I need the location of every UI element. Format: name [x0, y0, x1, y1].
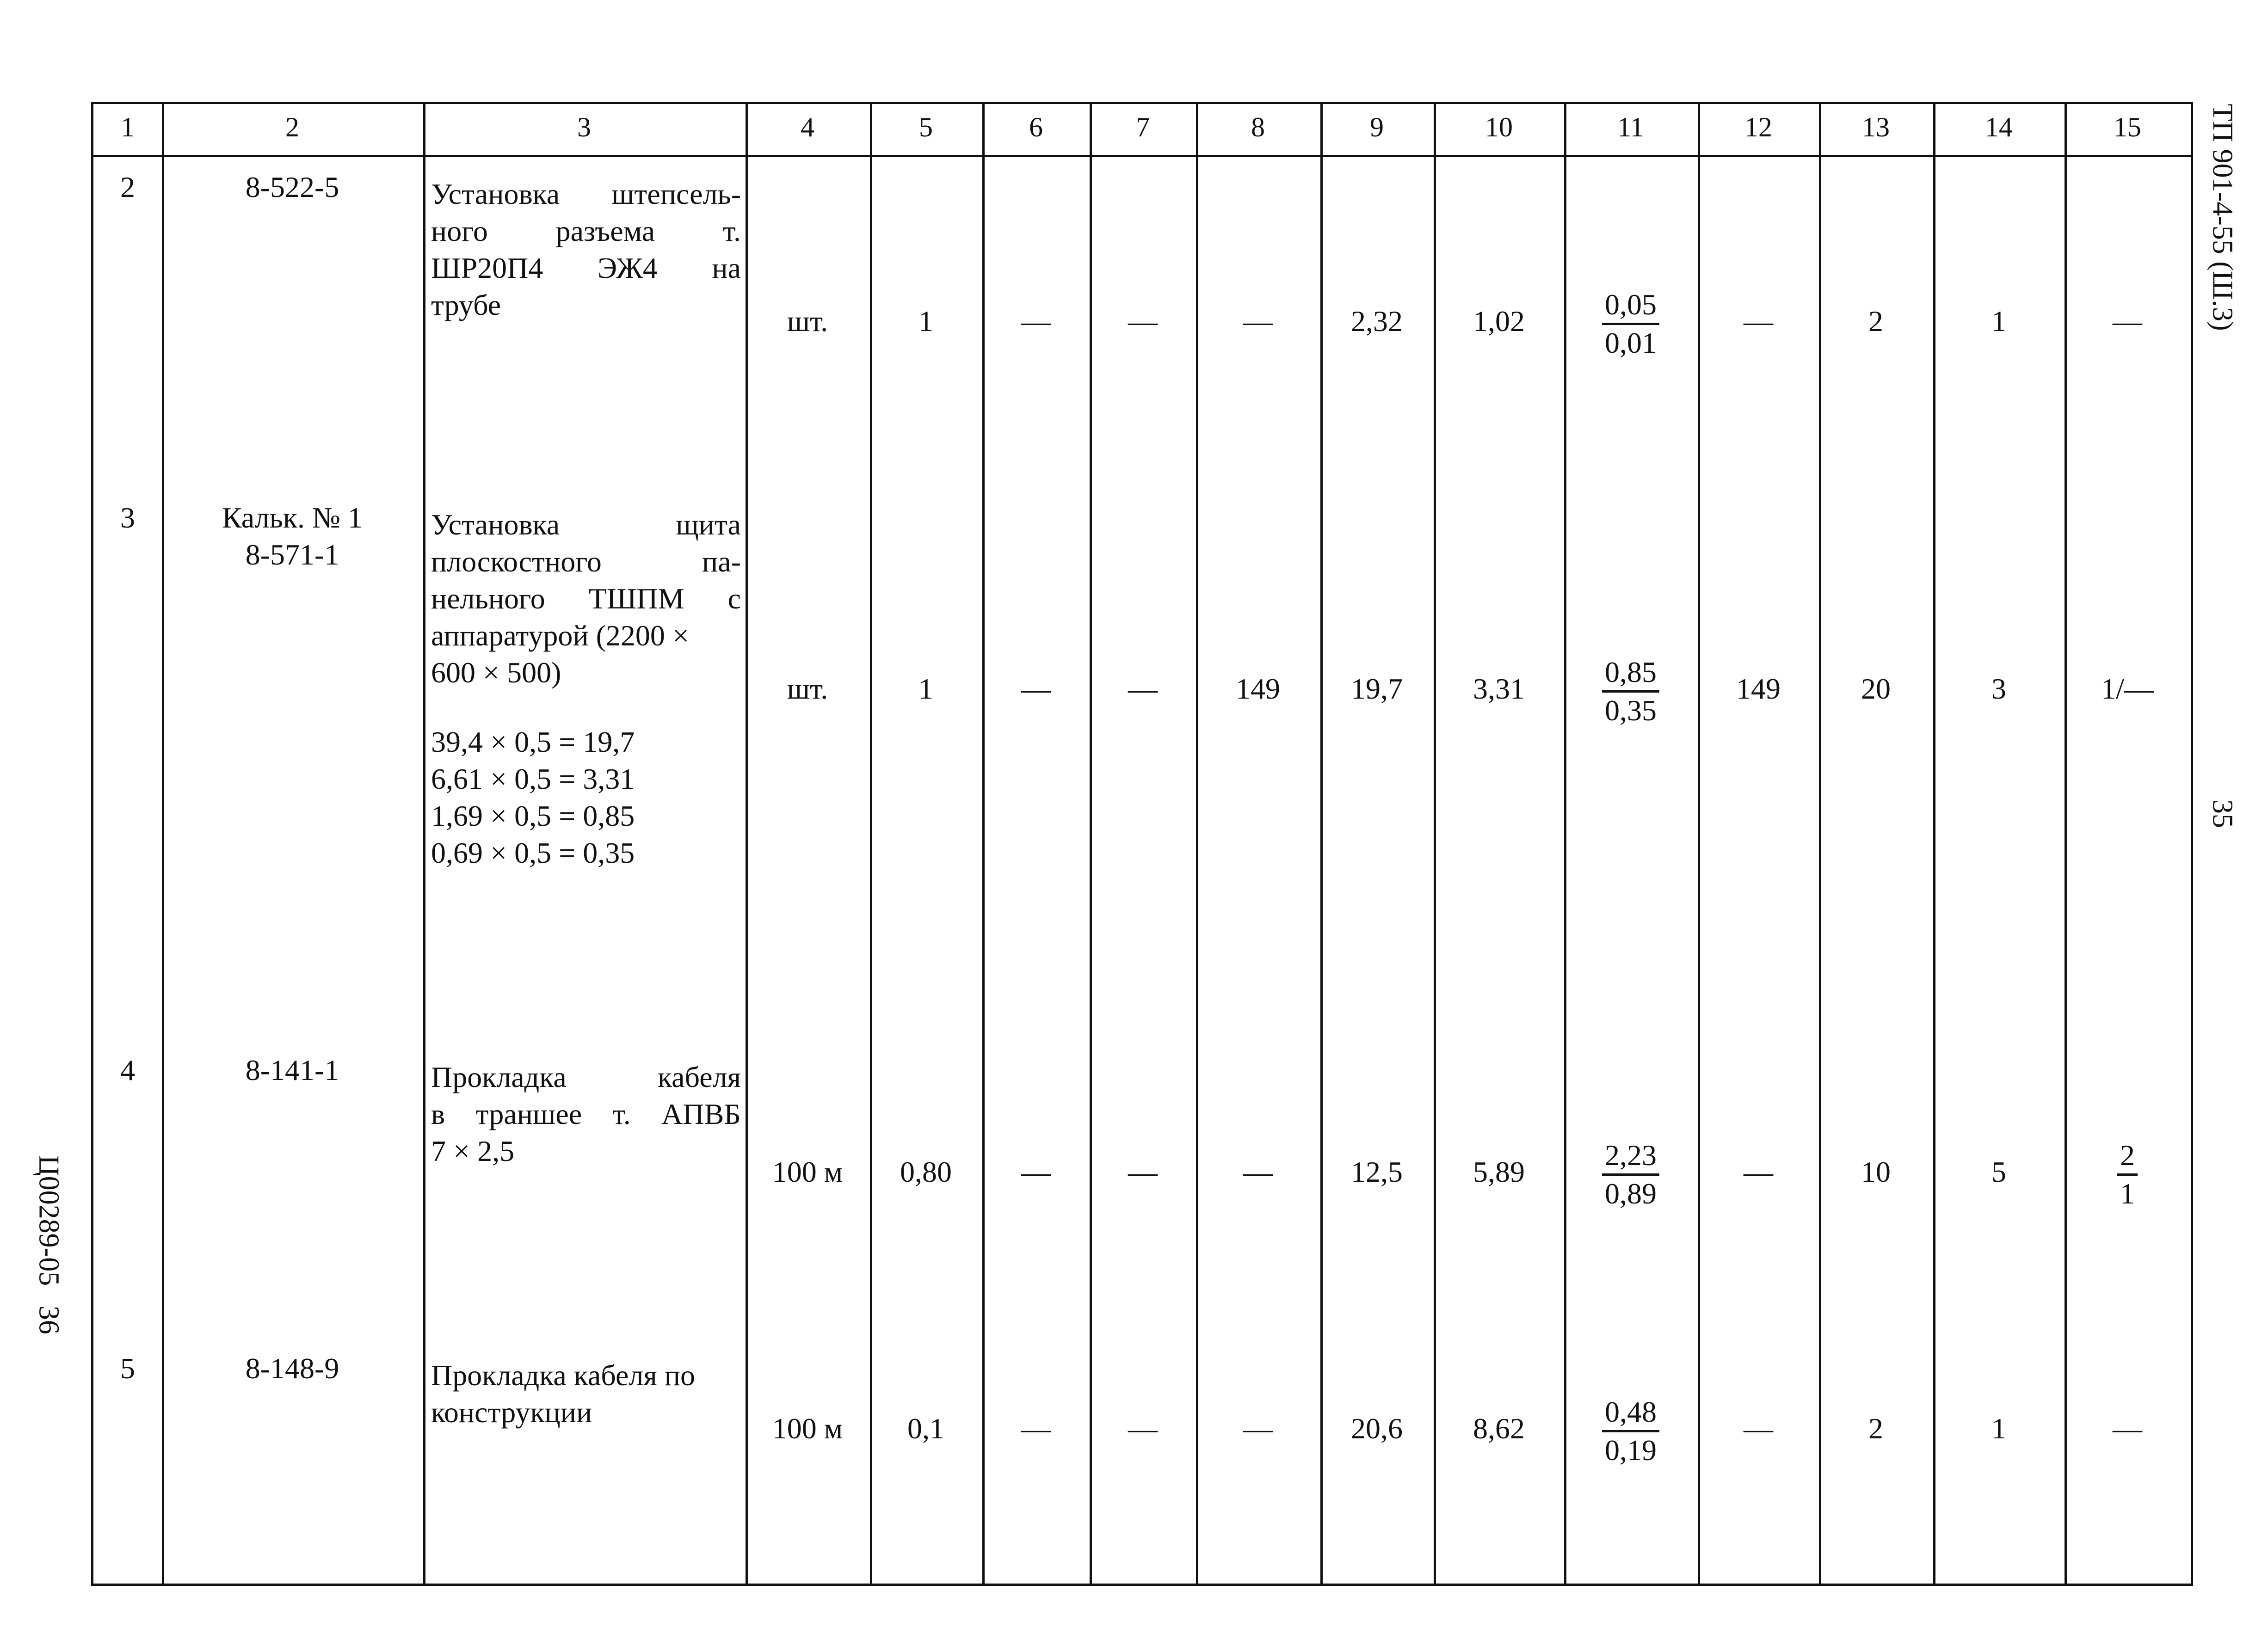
row-number: 3 — [120, 501, 135, 534]
column-divider — [1819, 104, 1821, 1584]
col9-value: 19,7 — [1351, 672, 1403, 705]
quantity: 1 — [918, 672, 933, 705]
stamp-code: Ц00289-05 — [33, 1155, 65, 1286]
col13-value: 2 — [1868, 1412, 1883, 1445]
header-cell: 15 — [2114, 112, 2141, 142]
col7-value: — — [1128, 672, 1158, 705]
header-cell: 10 — [1485, 112, 1513, 142]
col7-value: — — [1128, 1155, 1158, 1188]
header-cell: 4 — [801, 112, 814, 142]
col11-fraction: $\frac{0,05}{0,01}$ — [1602, 287, 1659, 361]
col12-value: — — [1744, 305, 1773, 338]
column-divider — [1320, 104, 1323, 1584]
column-divider — [423, 104, 425, 1584]
work-description: Установка штепсель- ного разъема т. ШР20П4 ЭЖ4 на трубе — [431, 178, 741, 321]
column-divider — [1434, 104, 1436, 1584]
work-description: Установка щита плоскостного па- нельного ТШПМ с аппаратурой (2200 × 600 × 500) — [431, 508, 741, 689]
header-cell: 11 — [1617, 112, 1644, 142]
work-description: Прокладка кабеля по конструкции — [431, 1359, 696, 1429]
unit: 100 м — [772, 1412, 843, 1445]
header-cell: 14 — [1985, 112, 2013, 142]
column-divider — [1564, 104, 1566, 1584]
rate-code: 8-148-9 — [245, 1352, 339, 1385]
col14-value: 3 — [1991, 672, 2006, 705]
rate-code: 8-141-1 — [245, 1054, 339, 1087]
row-number: 2 — [120, 171, 135, 203]
col13-value: 10 — [1861, 1155, 1891, 1188]
page-number-left: 36 — [33, 1306, 65, 1334]
rate-code: 8-571-1 — [245, 538, 339, 571]
unit: 100 м — [772, 1155, 843, 1188]
header-cell: 9 — [1370, 112, 1384, 142]
header-cell: 13 — [1862, 112, 1890, 142]
col15-fraction: $\frac{2}{1}$ — [2117, 1137, 2138, 1212]
col10-value: 5,89 — [1473, 1155, 1525, 1188]
page-number-right: 35 — [2206, 799, 2238, 828]
col9-value: 12,5 — [1351, 1155, 1403, 1188]
quantity: 1 — [918, 305, 933, 338]
calculation-note: 39,4 × 0,5 = 19,7 6,61 × 0,5 = 3,31 1,69 × 0,5 = 0,85 0,69 × 0,5 = 0,35 — [431, 725, 635, 869]
col7-value: — — [1128, 305, 1158, 338]
col12-value: 149 — [1736, 672, 1781, 705]
unit: шт. — [787, 672, 828, 705]
col11-fraction: $\frac{0,48}{0,19}$ — [1602, 1394, 1659, 1468]
unit: шт. — [787, 305, 828, 338]
col14-value: 1 — [1991, 1412, 2006, 1445]
col15-value: — — [2113, 305, 2142, 338]
col6-value: — — [1021, 305, 1051, 338]
col14-value: 1 — [1991, 305, 2006, 338]
col6-value: — — [1021, 672, 1051, 705]
column-divider — [1090, 104, 1092, 1584]
header-cell: 1 — [121, 112, 135, 142]
row-number: 4 — [120, 1054, 135, 1087]
column-divider — [162, 104, 164, 1584]
rate-code: 8-522-5 — [245, 171, 339, 203]
header-cell: 5 — [919, 112, 933, 142]
column-divider — [1196, 104, 1198, 1584]
header-cell: 3 — [577, 112, 591, 142]
col10-value: 8,62 — [1473, 1412, 1525, 1445]
col15-value: 1/— — [2101, 672, 2154, 705]
col13-value: 2 — [1868, 305, 1883, 338]
column-divider — [982, 104, 985, 1584]
col10-value: 1,02 — [1473, 305, 1525, 338]
column-divider — [746, 104, 748, 1584]
col9-value: 20,6 — [1351, 1412, 1403, 1445]
col9-value: 2,32 — [1351, 305, 1403, 338]
column-divider — [1933, 104, 1935, 1584]
col13-value: 20 — [1861, 672, 1891, 705]
column-divider — [1698, 104, 1700, 1584]
header-cell: 2 — [285, 112, 299, 142]
header-cell: 12 — [1744, 112, 1772, 142]
rate-code: Кальк. № 1 — [222, 501, 363, 534]
quantity: 0,1 — [907, 1412, 944, 1445]
quantity: 0,80 — [900, 1155, 952, 1188]
col10-value: 3,31 — [1473, 672, 1525, 705]
col6-value: — — [1021, 1155, 1051, 1188]
column-divider — [870, 104, 872, 1584]
estimate-table — [91, 102, 2193, 1586]
header-cell: 6 — [1029, 112, 1043, 142]
header-cell: 7 — [1136, 112, 1150, 142]
col11-fraction: $\frac{2,23}{0,89}$ — [1602, 1137, 1659, 1212]
col15-value: — — [2113, 1412, 2142, 1445]
col12-value: — — [1744, 1155, 1773, 1188]
col14-value: 5 — [1991, 1155, 2006, 1188]
header-cell: 8 — [1251, 112, 1265, 142]
col7-value: — — [1128, 1412, 1158, 1445]
col11-fraction: $\frac{0,85}{0,35}$ — [1602, 654, 1659, 729]
col8-value: — — [1243, 1155, 1273, 1188]
work-description: Прокладка кабеля в траншее т. АПВБ 7 × 2,5 — [431, 1061, 741, 1167]
column-divider — [2065, 104, 2067, 1584]
col12-value: — — [1744, 1412, 1773, 1445]
col8-value: — — [1243, 1412, 1273, 1445]
row-number: 5 — [120, 1352, 135, 1385]
col6-value: — — [1021, 1412, 1051, 1445]
col8-value: — — [1243, 305, 1273, 338]
col8-value: 149 — [1236, 672, 1280, 705]
document-code: ТП 901-4-55 (Ш.3) — [2206, 104, 2238, 331]
